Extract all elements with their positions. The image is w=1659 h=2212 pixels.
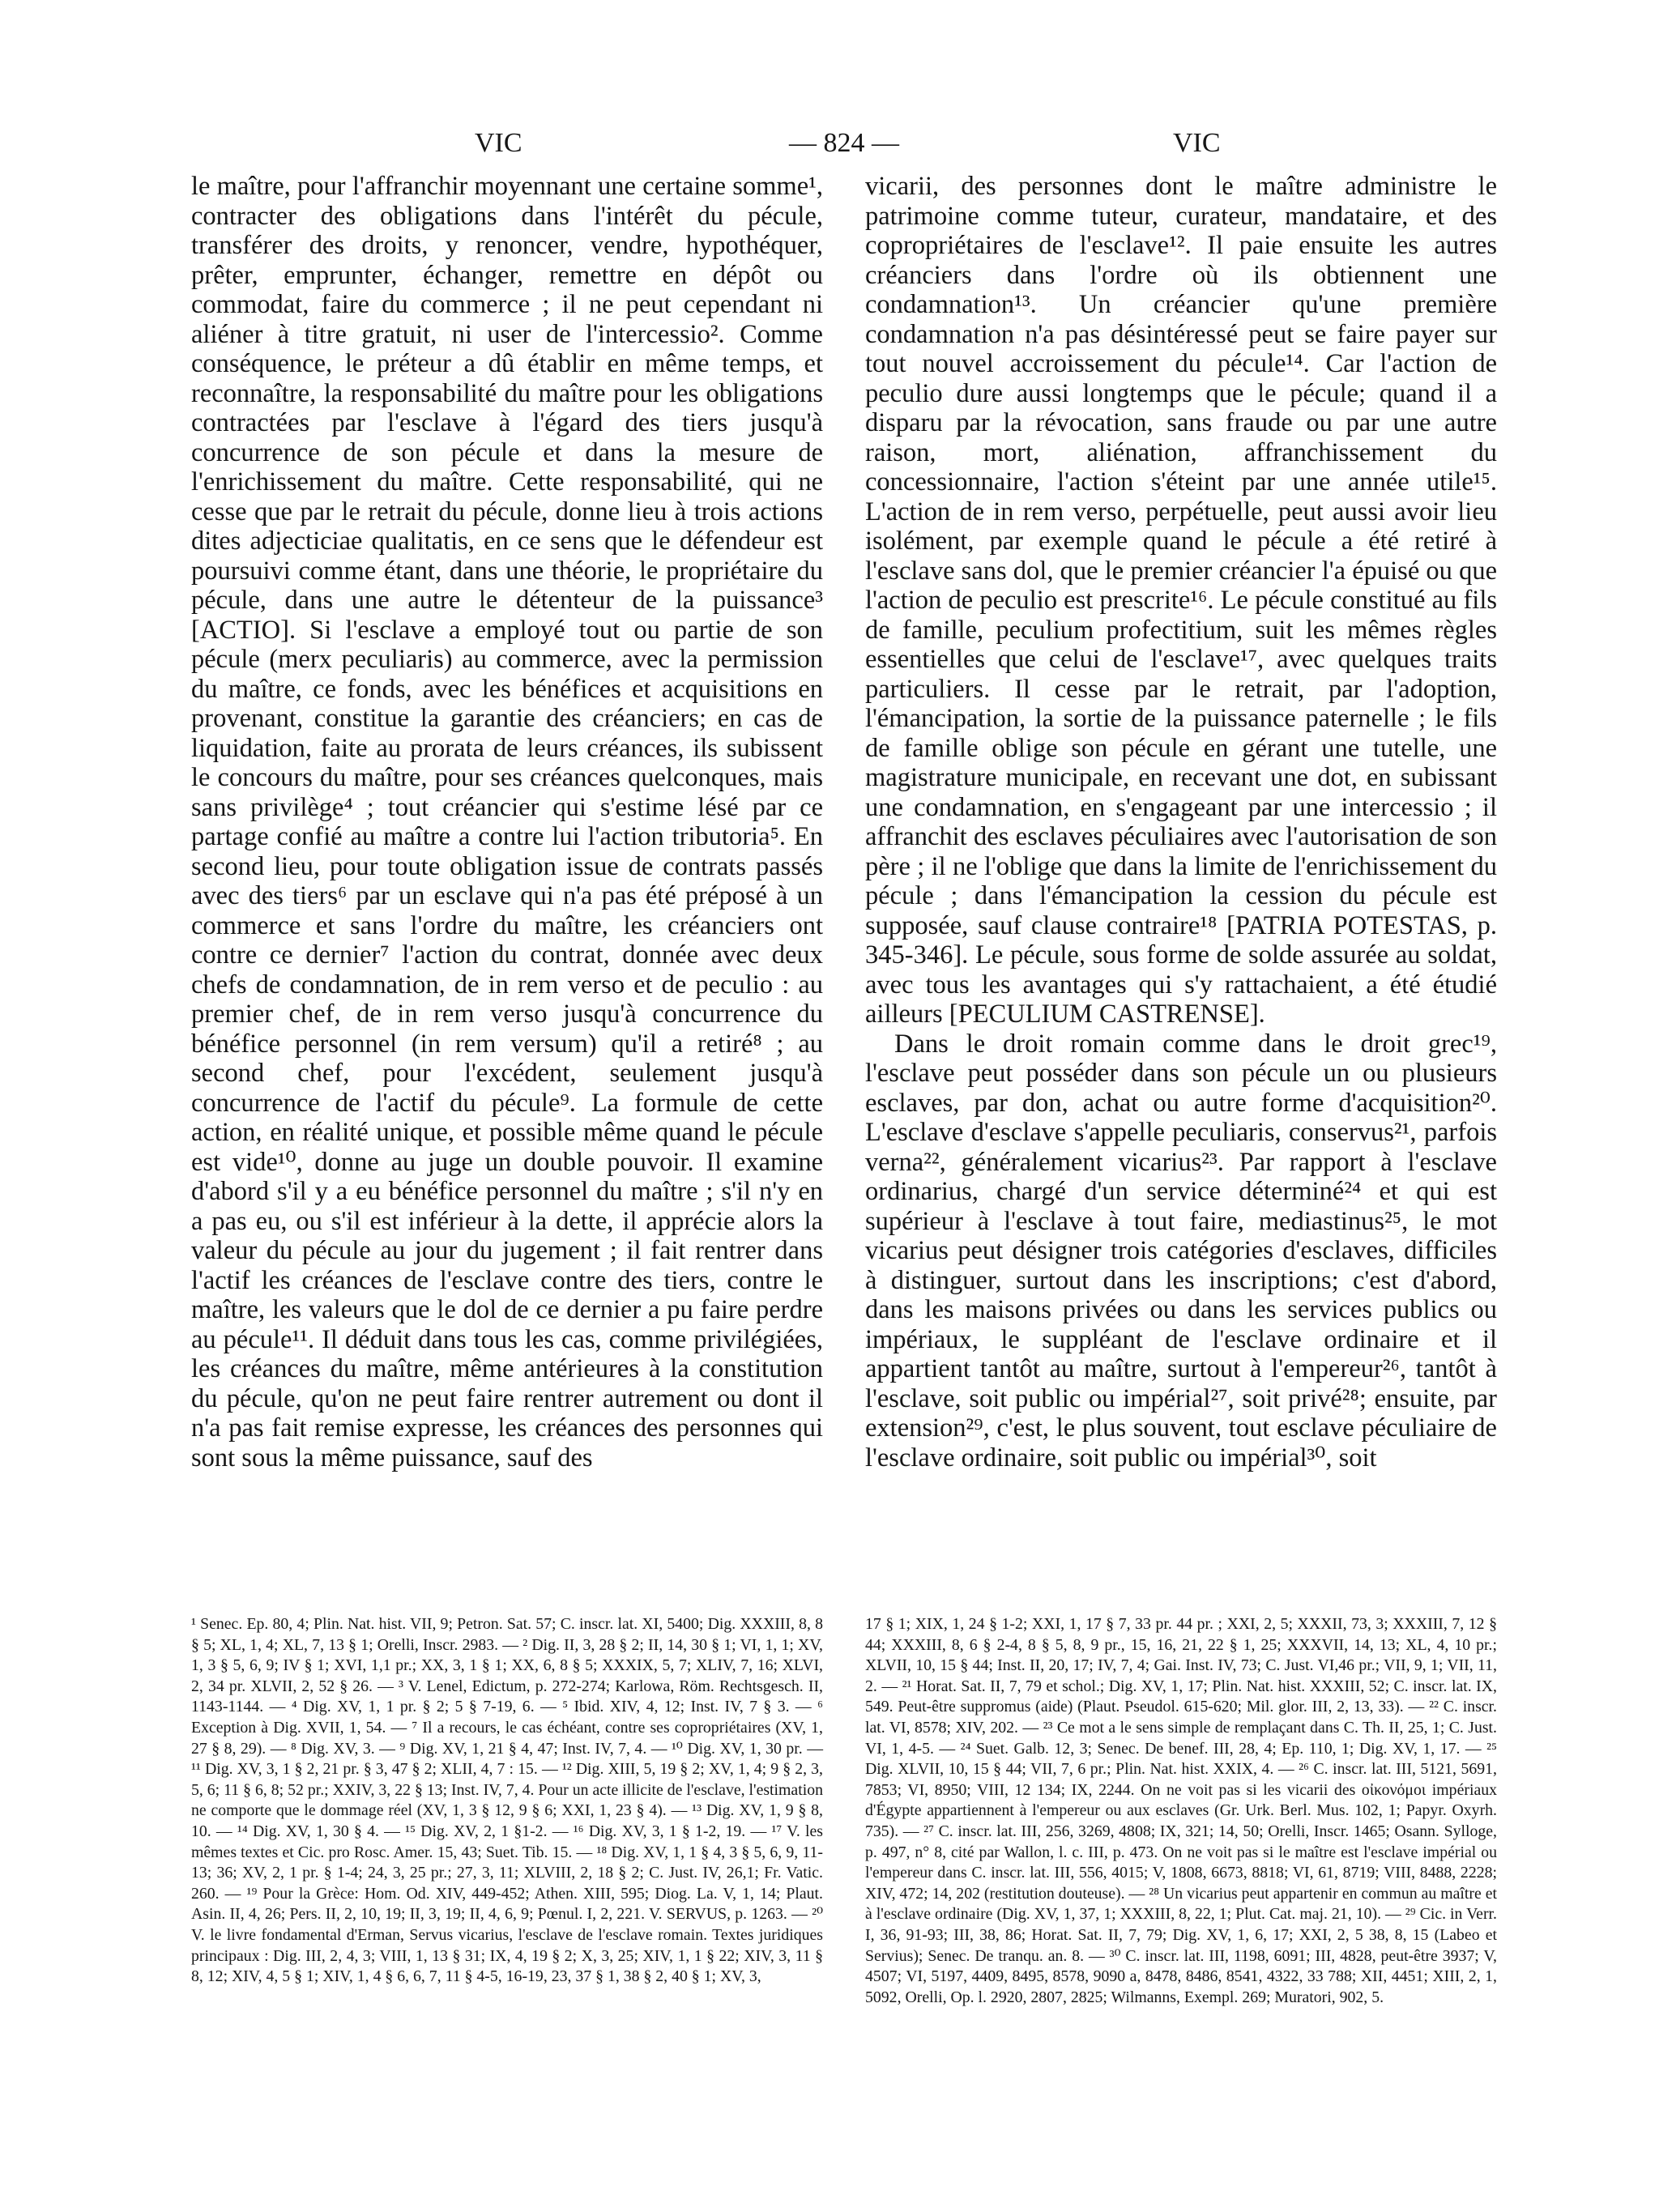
header-left-word: VIC <box>475 128 522 158</box>
footnotes-right <box>865 1614 1497 2008</box>
left-column-paragraph: le maître, pour l'affranchir moyennant une certaine somme¹, contracter des obligations dans l'intérêt du pécule, transférer des droits, y renoncer, vendre, hypothéquer, prêter, emprunter, échanger, remettre en dépôt ou commodat, faire du commerce ; il ne peut cependant ni aliéner à titre gratuit, ni user de l'intercessio². Comme conséquence, le préteur a dû établir en même temps, et reconnaître, la responsabilité du maître pour les obligations contractées par l'esclave à l'égard des tiers jusqu'à concurrence de son pécule et dans la mesure de l'enrichissement du maître. Cette responsabilité, qui ne cesse que par le retrait du pécule, donne lieu à trois actions dites adjecticiae qualitatis, en ce sens que le défendeur est poursuivi comme étant, dans une théorie, le propriétaire du pécule, dans une autre le détenteur de la puissance³ [ACTIO]. Si l'esclave a employé tout ou partie de son pécule (merx peculiaris) au commerce, avec la permission du maître, ce fonds, avec les bénéfices et acquisitions en provenant, constitue la garantie des créanciers; en cas de liquidation, faite au prorata de leurs créances, ils subissent le concours du maître, pour ses créances quelconques, mais sans privilège⁴ ; tout créancier qui s'estime lésé par ce partage confié au maître a contre lui l'action tributoria⁵. En second lieu, pour toute obligation issue de contrats passés avec des tiers⁶ par un esclave qui n'a pas été préposé à un commerce et sans l'ordre du maître, les créanciers ont contre ce dernier⁷ l'action du contrat, donnée avec deux chefs de condamnation, de in rem verso et de peculio : au premier chef, de in rem verso jusqu'à concurrence du bénéfice personnel (in rem versum) qu'il a retiré⁸ ; au second chef, pour l'excédent, seulement jusqu'à concurrence de l'actif du pécule⁹. La formule de cette action, en réalité unique, et possible même quand le pécule est vide¹⁰, donne au juge un double pouvoir. Il examine d'abord s'il y a eu bénéfice personnel du maître ; s'il n'y en a pas eu, ou s'il est inférieur à la dette, il apprécie alors la valeur du pécule au jour du jugement ; il fait rentrer dans l'actif les créances de l'esclave contre des tiers, contre le maître, les valeurs que le dol de ce dernier a pu faire perdre au pécule¹¹. Il déduit dans tous les cas, comme privilégiées, les créances du maître, même antérieures à la constitution du pécule, qu'on ne peut faire rentrer autrement ou dont il n'a pas fait remise expresse, les créances des personnes qui sont sous la même puissance, sauf des <box>191 172 823 1473</box>
header-right-word: VIC <box>1173 128 1221 158</box>
footnotes-left-text: ¹ Senec. Ep. 80, 4; Plin. Nat. hist. VII, 9; Petron. Sat. 57; C. inscr. lat. XI, 5400; Dig. XXXIII, 8, 8 § 5; XL, 1, 4; XL, 7, 13 § 1; Orelli, Inscr. 2983. — ² Dig. II, 3, 28 § 2; II, 14, 30 § 1; VI, 1, 1; XV, 1, 3 § 5, 6, 9; IV § 1; XVI, 1,1 pr.; XX, 3, 1 § 1; XX, 6, 8 § 5; XXXIX, 5, 7; XLIV, 7, 16; XLVI, 2, 34 pr. XLVII, 2, 52 § 26. — ³ V. Lenel, Edictum, p. 272-274; Karlowa, Röm. Rechtsgesch. II, 1143-1144. — ⁴ Dig. XV, 1, 1 pr. § 2; 5 § 7-19, 6. — ⁵ Ibid. XIV, 4, 12; Inst. IV, 7 § 3. — ⁶ Exception à Dig. XVII, 1, 54. — ⁷ Il a recours, le cas échéant, contre ses copropriétaires (XV, 1, 27 § 8, 29). — ⁸ Dig. XV, 3. — ⁹ Dig. XV, 1, 21 § 4, 47; Inst. IV, 7, 4. — ¹⁰ Dig. XV, 1, 30 pr. — ¹¹ Dig. XV, 3, 1 § 2, 21 pr. § 3, 47 § 2; XLII, 4, 7 : 15. — ¹² Dig. XIII, 5, 19 § 2; XV, 1, 4; 9 § 2, 3, 5, 6; 11 § 6, 8; 52 pr.; XXIV, 3, 22 § 13; Inst. IV, 7, 4. Pour un acte illicite de l'esclave, l'estimation ne comporte que le dommage réel (XV, 1, 3 § 12, 9 § 6; XXI, 1, 23 § 4). — ¹³ Dig. XV, 1, 9 § 8, 10. — ¹⁴ Dig. XV, 1, 30 § 4. — ¹⁵ Dig. XV, 2, 1 §1-2. — ¹⁶ Dig. XV, 3, 1 § 1-2, 19. — ¹⁷ V. les mêmes textes et Cic. pro Rosc. Amer. 15, 43; Suet. Tib. 15. — ¹⁸ Dig. XV, 1, 1 § 4, 3 § 5, 6, 9, 11-13; 36; XV, 2, 1 pr. § 1-4; 24, 3, 25 pr.; 27, 3, 11; XLVIII, 2, 18 § 2; C. Just. IV, 26,1; Fr. Vatic. 260. — ¹⁹ Pour la Grèce: Hom. Od. XIV, 449-452; Athen. XIII, 595; Diog. La. V, 1, 14; Plaut. Asin. II, 4, 26; Pers. II, 2, 10, 19; II, 3, 19; II, 4, 6, 9; Pœnul. I, 2, 221. V. SERVUS, p. 1263. — ²⁰ V. le livre fondamental d'Erman, Servus vicarius, l'esclave de l'esclave romain. Textes juridiques principaux : Dig. III, 2, 4, 3; VIII, 1, 13 § 31; IX, 4, 19 § 2; X, 3, 25; XIV, 1, 1 § 22; XIV, 3, 11 § 8, 12; XIV, 4, 5 § 1; XIV, 1, 4 § 6, 6, 7, 11 § 4-5, 16-19, 23, 37 § 1, 38 § 2, 40 § 1; XV, 3, <box>191 1615 823 1986</box>
right-text-column <box>865 172 1497 1473</box>
right-column-paragraph-2: Dans le droit romain comme dans le droit grec¹⁹, l'esclave peut posséder dans son pécule un ou plusieurs esclaves, par don, achat ou autre forme d'acquisition²⁰. L'esclave d'esclave s'appelle peculiaris, conservus²¹, parfois verna²², généralement vicarius²³. Par rapport à l'esclave ordinarius, chargé d'un service déterminé²⁴ et qui est supérieur à l'esclave à tout faire, mediastinus²⁵, le mot vicarius peut désigner trois catégories d'esclaves, difficiles à distinguer, surtout dans les inscriptions; c'est d'abord, dans les maisons privées ou dans les services publics ou impériaux, le suppléant de l'esclave ordinaire et il appartient tantôt au maître, surtout à l'empereur²⁶, tantôt à l'esclave, soit public ou impérial²⁷, soit privé²⁸; ensuite, par extension²⁹, c'est, le plus souvent, tout esclave péculiaire de l'esclave ordinaire, soit public ou impérial³⁰, soit <box>865 1029 1497 1473</box>
running-header <box>191 123 1497 164</box>
page-number: — 824 — <box>789 128 899 158</box>
right-column-paragraph-1: vicarii, des personnes dont le maître administre le patrimoine comme tuteur, curateur, mandataire, et des copropriétaires de l'esclave¹². Il paie ensuite les autres créanciers dans l'ordre où ils obtiennent une condamnation¹³. Un créancier qu'une première condamnation n'a pas désintéressé peut se faire payer sur tout nouvel accroissement du pécule¹⁴. Car l'action de peculio dure aussi longtemps que le pécule; quand il a disparu par la révocation, sans fraude ou par une autre raison, mort, aliénation, affranchissement du concessionnaire, l'action s'éteint par une année utile¹⁵. L'action de in rem verso, perpétuelle, peut aussi avoir lieu isolément, par exemple quand le pécule a été retiré à l'esclave sans dol, que le premier créancier l'a épuisé ou que l'action de peculio est prescrite¹⁶. Le pécule constitué au fils de famille, peculium profectitium, suit les mêmes règles essentielles que celui de l'esclave¹⁷, avec quelques traits particuliers. Il cesse par le retrait, par l'adoption, l'émancipation, la sortie de la puissance paternelle ; le fils de famille oblige son pécule en gérant une tutelle, une magistrature municipale, en recevant une dot, en subissant une condamnation, en s'engageant par une intercessio ; il affranchit des esclaves péculiaires avec l'autorisation de son père ; il ne l'oblige que dans la limite de l'enrichissement du pécule ; dans l'émancipation la cession du pécule est supposée, sauf clause contraire¹⁸ [PATRIA POTESTAS, p. 345-346]. Le pécule, sous forme de solde assurée au soldat, avec tous les avantages qui s'y rattachaient, a été étudié ailleurs [PECULIUM CASTRENSE]. <box>865 172 1497 1029</box>
footnotes-right-text: 17 § 1; XIX, 1, 24 § 1-2; XXI, 1, 17 § 7, 33 pr. 44 pr. ; XXI, 2, 5; XXXII, 73, 3; XXXIII, 7, 12 § 44; XXXIII, 8, 6 § 2-4, 8 § 5, 8, 9 pr., 15, 16, 21, 22 § 1, 25; XXXVII, 14, 13; XL, 4, 10 pr.; XLVII, 10, 15 § 44; Inst. II, 20, 17; IV, 7, 4; Gai. Inst. IV, 73; C. Just. VI,46 pr.; VII, 9, 1; VII, 11, 2. — ²¹ Horat. Sat. II, 7, 79 et schol.; Dig. XV, 1, 17; Plin. Nat. hist. XXXIII, 52; C. inscr. lat. IX, 549. Peut-être suppromus (aide) (Plaut. Pseudol. 615-620; Mil. glor. III, 2, 13, 33). — ²² C. inscr. lat. VI, 8578; XIV, 202. — ²³ Ce mot a le sens simple de remplaçant dans C. Th. II, 25, 1; C. Just. VI, 1, 4-5. — ²⁴ Suet. Galb. 12, 3; Senec. De benef. III, 28, 4; Ep. 110, 1; Dig. XV, 1, 17. — ²⁵ Dig. XLVII, 10, 15 § 44; VII, 7, 6 pr.; Plin. Nat. hist. XXIX, 4. — ²⁶ C. inscr. lat. III, 5121, 5691, 7853; VI, 8950; VIII, 12 134; IX, 2244. On ne voit pas si les vicarii des οἰκονόμοι impériaux d'Égypte appartiennent à l'empereur ou aux esclaves (Gr. Urk. Berl. Mus. 102, 1; Papyr. Oxyrh. 735). — ²⁷ C. inscr. lat. III, 256, 3269, 4808; IX, 321; 14, 50; Orelli, Inscr. 1465; Osann. Sylloge, p. 497, n° 8, cité par Wallon, l. c. III, p. 473. On ne voit pas si le maître est l'esclave impérial ou l'empereur dans C. inscr. lat. III, 556, 4015; V, 1808, 6673, 8818; VI, 61, 8719; VIII, 8488, 2228; XIV, 472; 14, 202 (restitution douteuse). — ²⁸ Un vicarius peut appartenir en commun au maître et à l'esclave ordinaire (Dig. XV, 1, 37, 1; XXXIII, 8, 22, 1; Plut. Cat. maj. 21, 10). — ²⁹ Cic. in Verr. I, 36, 91-93; III, 38, 86; Horat. Sat. II, 7, 79; Dig. XV, 1, 6, 17; XXI, 2, 5 38, 8, 15 (Labeo et Servius); Senec. De tranqu. an. 8. — ³⁰ C. inscr. lat. III, 1198, 6091; III, 4828, peut-être 3937; V, 4507; VI, 5197, 4409, 8495, 8578, 9090 a, 8478, 8486, 8541, 4322, 33 788; XII, 4451; XIII, 2, 1, 5092, Orelli, Op. l. 2920, 2807, 2825; Wilmanns, Exempl. 269; Muratori, 902, 5. <box>865 1615 1497 2006</box>
left-text-column <box>191 172 823 1473</box>
footnotes-left <box>191 1614 823 1988</box>
